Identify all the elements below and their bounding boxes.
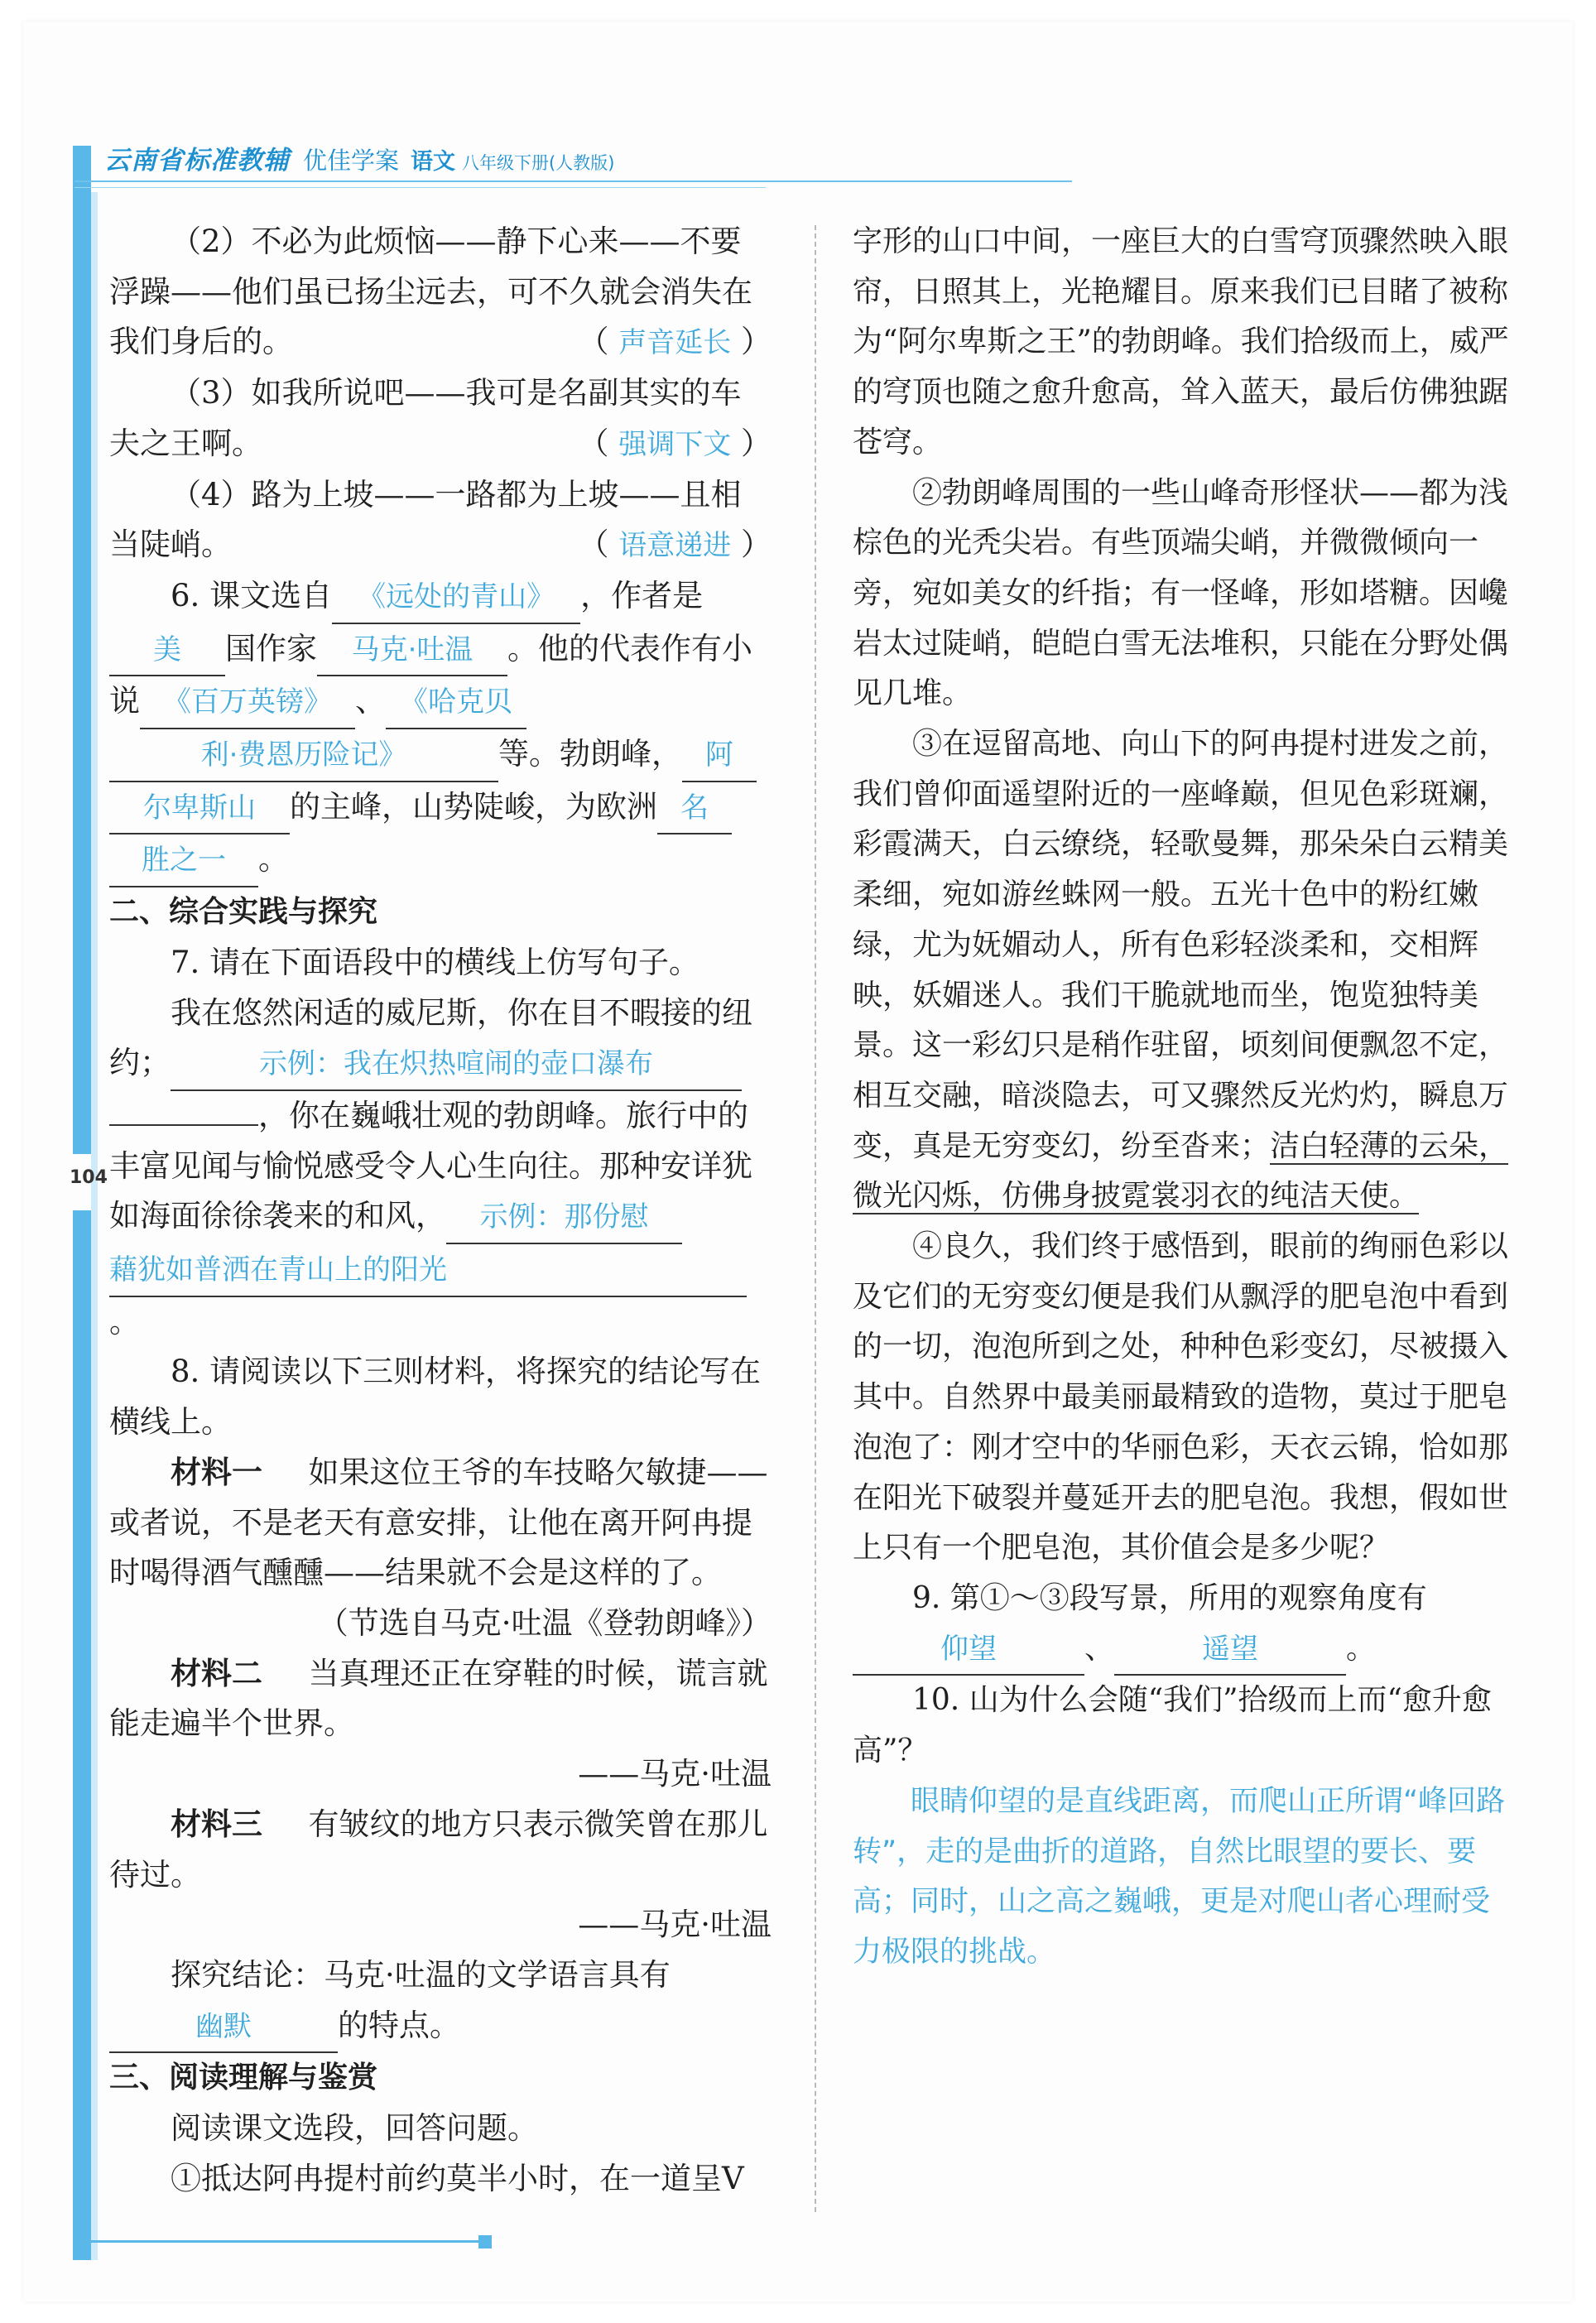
- q7-blank-2b: 藉犹如普洒在青山上的阳光: [109, 1245, 747, 1297]
- q6-text: ，作者是: [580, 577, 704, 613]
- para-3-text: ③在逗留高地、向山下的阿冉提村进发之前，我们曾仰面遥望附近的一座峰巅，但见色彩斑斓，彩霞满天，白云缭绕，轻歌曼舞，那朵朵白云精美柔细，宛如游丝蛛网一般。五光十色中的粉红嫩绿，尤为妩媚动人，所有色彩轻淡柔和，交相辉映，妖媚迷人。我们干脆就地而坐，饱览独特美景。这一彩幻只是稍作驻留，顷刻间便飘忽不定，相互交融，暗淡隐去，可又骤然反光灼灼，瞬息万变，真是无穷变幻，纷至沓来；: [853, 727, 1509, 1163]
- q6-text: 。: [258, 841, 289, 878]
- q6-blank-author: 马克·吐温: [317, 625, 507, 677]
- question-8-prompt: 8. 请阅读以下三则材料，将探究的结论写在横线上。: [109, 1354, 762, 1440]
- q6-blank-source: 《远处的青山》: [332, 572, 580, 624]
- answer-paren: （ 强调下文 ）: [578, 425, 772, 461]
- section-2-heading: 二、综合实践与探究: [109, 895, 378, 930]
- passage-para-4: ④良久，我们终于感悟到，眼前的绚丽色彩以及它们的无穷变幻便是我们从飘浮的肥皂泡中看到的一切，泡泡所到之处，种种色彩变幻，尽被摄入其中。自然界中最美丽最精致的造物，莫过于肥皂泡泡了：刚才空中的华丽色彩，天衣云锦，恰如那在阳光下破裂并蔓延开去的肥皂泡。我想，假如世上只有一个肥皂泡，其价值会是多少呢？: [853, 1229, 1509, 1566]
- answer-paren: （ 声音延长 ）: [578, 324, 772, 360]
- q6-text: 6. 课文选自: [171, 577, 333, 613]
- header-subject: 语文: [411, 149, 456, 175]
- q6-blank-range-a: 阿: [682, 730, 757, 782]
- question-8-conclusion: [109, 1950, 772, 2053]
- material-2: [109, 1649, 772, 1749]
- q7-blank-1: 示例：我在炽热喧闹的壶口瀑布: [171, 1039, 742, 1091]
- q6-blank-country: 美: [109, 625, 225, 677]
- passage-para-3: [853, 719, 1515, 1222]
- question-9: [853, 1574, 1515, 1676]
- q7-blank-2a: 示例：那份慰: [446, 1192, 682, 1244]
- q6-text: 、: [355, 683, 386, 719]
- question-5-2: （2）不必为此烦恼——静下心来——不要浮躁——他们虽已扬尘远去，可不久就会消失在我们身后的。 （ 声音延长 ）: [109, 217, 772, 368]
- q7-text: ，你在巍峨壮观的勃朗峰。旅行中的丰富见闻与愉悦感受令人心生向往。那种安详犹如海面徐徐袭来的和风，: [109, 1097, 752, 1234]
- q9-blank-2: 遥望: [1114, 1624, 1346, 1676]
- q8-text: 的特点。: [338, 2007, 460, 2043]
- left-margin-bar-lower: [73, 1210, 91, 2260]
- material-2-text: 当真理还正在穿鞋的时候，谎言就能走遍半个世界。: [109, 1655, 768, 1742]
- q9-text: 、: [1084, 1631, 1115, 1666]
- header-grade: 八年级下册(人教版): [462, 153, 615, 173]
- q6-text: 国作家: [225, 630, 317, 666]
- passage-para-1-cont: 字形的山口中间，一座巨大的白雪穹顶骤然映入眼帘，日照其上，光艳耀目。原来我们已目睹了被称为“阿尔卑斯之王”的勃朗峰。我们拾级而上，威严的穹顶也随之愈升愈高，耸入蓝天，最后仿佛独踞苍穹。: [853, 224, 1509, 459]
- para-3-underlined: 洁白轻薄的云朵，微光闪烁，仿佛身披霓裳羽衣的纯洁天使。: [853, 1128, 1509, 1214]
- material-1-text: 如果这位王爷的车技略欠敏捷——或者说，不是老天有意安排，让他在离开阿冉提时喝得酒气醺醺——结果就不会是这样的了。: [109, 1454, 768, 1591]
- right-column: [853, 217, 1515, 1978]
- material-1: [109, 1448, 772, 1599]
- material-2-source: ——马克·吐温: [578, 1756, 772, 1792]
- q9-blank-1: 仰望: [853, 1624, 1084, 1676]
- q6-text: 等。勃朗峰，: [498, 736, 682, 772]
- q8-text: 探究结论：马克·吐温的文学语言具有: [171, 1956, 671, 1993]
- bottom-rule: [73, 2240, 487, 2243]
- bottom-square-mark: [478, 2235, 492, 2248]
- question-5-3: （3）如我所说吧——我可是名副其实的车夫之王啊。 （ 强调下文 ）: [109, 368, 772, 469]
- q6-blank-fame-b: 胜之一: [109, 835, 258, 887]
- question-6: [109, 571, 772, 887]
- passage-para-2: ②勃朗峰周围的一些山峰奇形怪状——都为浅棕色的光秃尖岩。有些顶端尖峭，并微微倾向一旁，宛如美女的纤指；有一怪峰，形如塔糖。因巉岩太过陡峭，皑皑白雪无法堆积，只能在分野处偶见几堆。: [853, 475, 1509, 711]
- answer-5-4: 语意递进: [618, 529, 732, 563]
- q9-text: 9. 第①～③段写景，所用的观察角度有: [912, 1580, 1427, 1615]
- header-rule-thin: [75, 187, 766, 188]
- left-column: [109, 217, 772, 2204]
- q6-blank-work2b: 利·费恩历险记》: [109, 730, 498, 782]
- material-2-label: 材料二: [171, 1655, 262, 1691]
- q6-blank-range-b: 尔卑斯山: [109, 783, 290, 835]
- q7-blank-1-tail: [109, 1124, 258, 1126]
- material-3-label: 材料三: [171, 1806, 262, 1842]
- column-divider: [815, 225, 816, 2212]
- material-1-source: （节选自马克·吐温《登勃朗峰》）: [317, 1604, 772, 1641]
- passage-para-1-start: ①抵达阿冉提村前约莫半小时，在一道呈V: [171, 2160, 744, 2196]
- header-brand: 云南省标准教辅: [104, 146, 290, 176]
- answer-10: 眼睛仰望的是直线距离，而爬山正所谓“峰回路转”，走的是曲折的道路，自然比眼望的要长、要高；同时，山之高之巍峨，更是对爬山者心理耐受力极限的挑战。: [853, 1784, 1506, 1969]
- material-3-source: ——马克·吐温: [578, 1907, 772, 1943]
- material-1-label: 材料一: [171, 1454, 262, 1490]
- q9-text: 。: [1346, 1631, 1377, 1666]
- q7-text: 我在悠然闲适的威尼斯，你在目不暇接的纽约；: [109, 994, 752, 1081]
- q7-text: 。: [109, 1303, 140, 1339]
- header-rule: [75, 180, 1072, 182]
- q6-text: 。他的代表作有小说: [109, 630, 752, 719]
- answer-5-3: 强调下文: [618, 427, 732, 461]
- q6-text: 的主峰，山势陡峻，为欧洲: [290, 788, 657, 825]
- q8-blank: 幽默: [109, 2002, 338, 2054]
- material-3: [109, 1800, 772, 1900]
- q6-blank-work1: 《百万英镑》: [140, 677, 355, 729]
- q6-blank-work2a: 《哈克贝: [386, 677, 526, 729]
- left-margin-bar: [73, 146, 91, 1154]
- page-number: 104: [70, 1167, 108, 1188]
- question-5-4: （4）路为上坡——一路都为上坡——且相当陡峭。 （ 语意递进 ）: [109, 470, 772, 570]
- left-margin-stripe: [91, 192, 98, 2260]
- answer-5-2: 声音延长: [618, 326, 732, 360]
- section-3-heading: 三、阅读理解与鉴赏: [109, 2061, 378, 2095]
- reading-instruction: 阅读课文选段，回答问题。: [171, 2110, 538, 2147]
- question-7-prompt: 7. 请在下面语段中的横线上仿写句子。: [171, 944, 700, 980]
- header-series: 优佳学案: [303, 147, 400, 175]
- answer-paren: （ 语意递进 ）: [578, 527, 772, 563]
- material-3-text: 有皱纹的地方只表示微笑曾在那儿待过。: [109, 1806, 768, 1893]
- q6-blank-fame-a: 名: [657, 783, 732, 835]
- question-10-prompt: 10. 山为什么会随“我们”拾级而上而“愈升愈高”？: [853, 1683, 1492, 1768]
- question-7-passage: [109, 988, 772, 1348]
